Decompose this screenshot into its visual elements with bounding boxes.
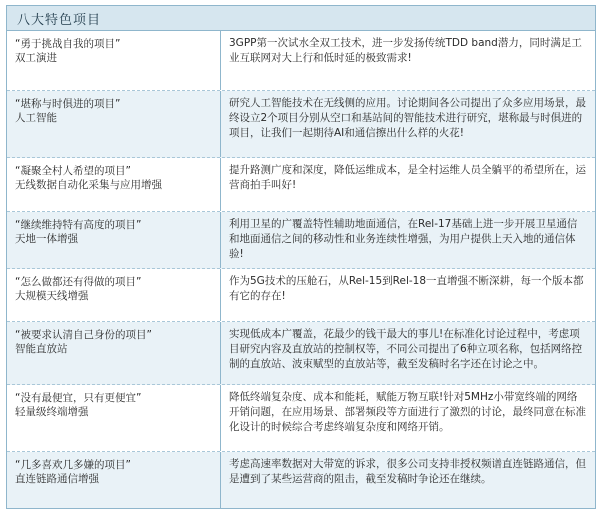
table-row (7, 91, 595, 158)
table-row (7, 158, 595, 212)
project-name: 智能直放站 (15, 343, 68, 355)
project-name-cell (7, 91, 221, 157)
feature-table (6, 5, 596, 509)
project-name: 人工智能 (15, 112, 57, 124)
project-desc: 作为5G技术的压舱石，从Rel-15到Rel-18一直增强不断深耕，每一个版本都有它的存在! (229, 275, 584, 302)
project-desc: 利用卫星的广覆盖特性辅助地面通信，在Rel-17基础上进一步开展卫星通信和地面通信之间的移动性和业务连续性增强，为用户提供上天入地的通信体验! (229, 218, 578, 260)
project-quote: “堪称与时俱进的项目” (15, 98, 121, 110)
table-title: 八大特色项目 (17, 12, 102, 28)
project-name: 大规模天线增强 (15, 290, 89, 302)
table-header (7, 6, 595, 31)
project-quote: “怎么做都还有得做的项目” (15, 276, 142, 288)
project-desc: 研究人工智能技术在无线侧的应用。讨论期间各公司提出了众多应用场景，最终设立2个项目分别从空口和基站间的智能技术进行研究，堪称最与时俱进的项目，让我们一起期待AI和通信擦出什么样的火花! (229, 97, 586, 139)
project-quote: “被要求认清自己身份的项目” (15, 329, 152, 341)
project-name-cell (7, 31, 221, 90)
table-row (7, 269, 595, 322)
project-name: 天地一体增强 (15, 233, 78, 245)
project-name-cell (7, 158, 221, 211)
table-row (7, 212, 595, 269)
project-desc: 实现低成本广覆盖，花最少的钱干最大的事儿!在标准化讨论过程中，考虑项目研究内容及直放站的控制权等，不同公司提出了6种立项名称，包括网络控制的直放站、波束赋型的直放站等，截至发稿时名字还在讨论之中。 (229, 328, 583, 370)
project-desc: 降低终端复杂度、成本和能耗，赋能万物互联!针对5MHz小带宽终端的网络开销问题，在应用场景、部署频段等方面进行了激烈的讨论，最终同意在标准化设计的时候综合考虑终端复杂度和网络开销。 (229, 391, 586, 433)
project-name: 轻量级终端增强 (15, 406, 89, 418)
table-row (7, 385, 595, 452)
project-name-cell (7, 212, 221, 268)
project-desc: 3GPP第一次试水全双工技术，进一步发扬传统TDD band潜力，同时满足工业互联网对大上行和低时延的极致需求! (229, 37, 582, 64)
table-row (7, 31, 595, 91)
table-row (7, 322, 595, 385)
project-quote: “没有最便宜，只有更便宜” (15, 392, 142, 404)
project-desc: 考虑高速率数据对大带宽的诉求，很多公司支持非授权频谱直连链路通信，但是遭到了某些运营商的阻击，截至发稿时争论还在继续。 (229, 458, 586, 485)
project-quote: “凝聚全村人希望的项目” (15, 165, 131, 177)
project-desc: 提升路测广度和深度，降低运维成本，是全村运维人员全躺平的希望所在，运营商拍手叫好! (229, 164, 586, 191)
project-name: 无线数据自动化采集与应用增强 (15, 179, 162, 191)
project-quote: “勇于挑战自我的项目” (15, 38, 121, 50)
table-row (7, 452, 595, 508)
project-name-cell (7, 452, 221, 508)
project-name: 双工演进 (15, 52, 57, 64)
project-name-cell (7, 269, 221, 321)
project-quote: “几多喜欢几多嫌的项目” (15, 459, 131, 471)
project-name-cell (7, 385, 221, 451)
project-name: 直连链路通信增强 (15, 473, 99, 485)
project-quote: “继续维持特有高度的项目” (15, 219, 142, 231)
project-name-cell (7, 322, 221, 384)
